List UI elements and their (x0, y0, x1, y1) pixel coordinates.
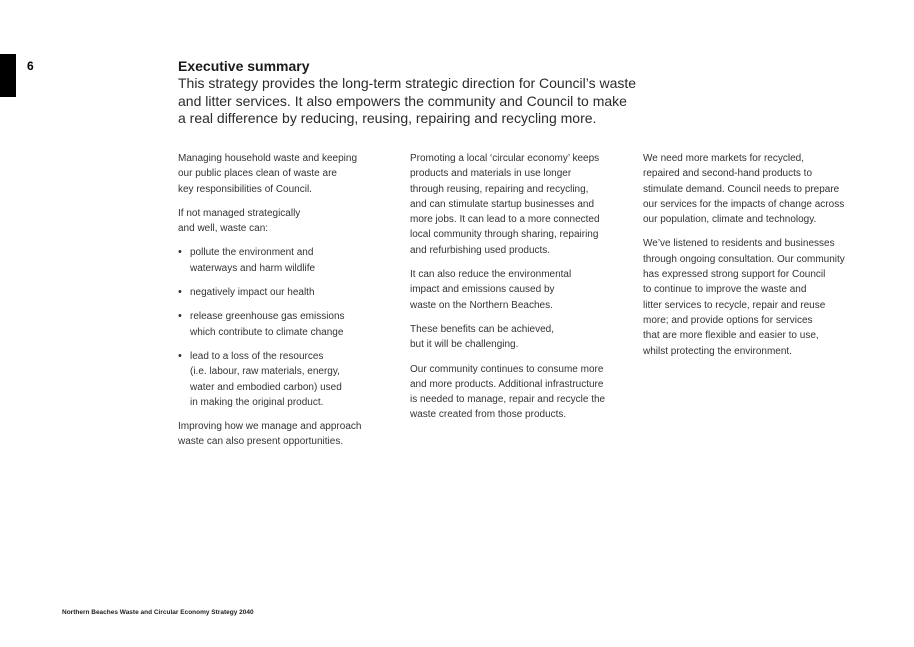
text-line: repaired and second-hand products to (643, 168, 813, 180)
paragraph (643, 236, 863, 358)
text-line: Managing household waste and keeping (178, 153, 358, 164)
text-line: • pollute the environment and (190, 247, 314, 259)
paragraph (410, 267, 625, 313)
column-3 (643, 151, 863, 368)
text-line: • lead to a loss of the resources (190, 350, 324, 362)
text-line: If not managed strategically (178, 207, 301, 219)
text-line: impact and emissions caused by (410, 284, 555, 296)
paragraph (410, 151, 625, 258)
text-line: our services for the impacts of change across (643, 198, 845, 210)
bullet-list (178, 245, 388, 410)
text-line: through ongoing consultation. Our community (643, 253, 845, 265)
text-line: has expressed strong support for Council (643, 269, 826, 281)
paragraph (178, 151, 388, 197)
bullet-item (178, 349, 388, 410)
text-line: and can stimulate startup businesses and (410, 198, 594, 210)
bullet-item (178, 309, 388, 340)
text-line: Promoting a local ‘circular economy’ keeps (410, 153, 600, 164)
text-line: and well, waste can: (178, 223, 269, 235)
page-number: 6 (27, 59, 34, 73)
lead-paragraph (178, 75, 638, 128)
text-line: Improving how we manage and approach (178, 421, 362, 433)
text-line: in making the original product. (190, 396, 324, 408)
text-line: • release greenhouse gas emissions (190, 311, 345, 323)
lead-line: and litter services. It also empowers the community and Council to make (178, 92, 627, 109)
text-line: through reusing, repairing and recycling, (410, 183, 589, 195)
text-line: and refurbishing used products. (410, 244, 551, 256)
text-line: that are more flexible and easier to use, (643, 330, 819, 342)
text-line: We need more markets for recycled, (643, 153, 804, 164)
text-line: our public places clean of waste are (178, 168, 337, 180)
paragraph (410, 322, 625, 353)
column-1 (178, 151, 388, 459)
text-line: which contribute to climate change (190, 326, 344, 338)
text-line: We’ve listened to residents and businesses (643, 238, 835, 250)
text-line: waste created from those products. (410, 409, 567, 421)
text-line: water and embodied carbon) used (190, 381, 342, 393)
text-line: more; and provide options for services (643, 314, 813, 326)
text-line: whilst protecting the environment. (643, 345, 792, 357)
text-line: and more products. Additional infrastructure (410, 378, 604, 390)
text-line: These benefits can be achieved, (410, 323, 554, 335)
text-line: waterways and harm wildlife (190, 262, 316, 274)
text-line: more jobs. It can lead to a more connected (410, 214, 600, 226)
text-line: but it will be challenging. (410, 339, 519, 351)
bullet-item (178, 285, 388, 300)
page-title: Executive summary (178, 58, 310, 74)
text-line: to continue to improve the waste and (643, 284, 807, 296)
text-line: stimulate demand. Council needs to prepare (643, 183, 840, 195)
text-line: It can also reduce the environmental (410, 269, 572, 281)
paragraph (410, 362, 625, 423)
text-line: waste can also present opportunities. (178, 436, 344, 448)
text-line: our population, climate and technology. (643, 214, 817, 226)
page-tab-marker (0, 54, 16, 97)
text-line: (i.e. labour, raw materials, energy, (190, 366, 340, 378)
text-line: key responsibilities of Council. (178, 183, 312, 195)
lead-line: This strategy provides the long-term strategic direction for Council’s waste (178, 75, 637, 91)
document-footer: Northern Beaches Waste and Circular Economy Strategy 2040 (62, 609, 254, 616)
text-line: products and materials in use longer (410, 168, 572, 180)
text-line: local community through sharing, repairing (410, 229, 599, 241)
text-line: waste on the Northern Beaches. (410, 299, 553, 311)
paragraph (643, 151, 863, 227)
paragraph (178, 419, 388, 450)
column-2 (410, 151, 625, 432)
text-line: litter services to recycle, repair and reuse (643, 299, 826, 311)
text-line: • negatively impact our health (190, 287, 315, 299)
paragraph (178, 206, 388, 237)
text-line: Our community continues to consume more (410, 363, 604, 375)
text-line: is needed to manage, repair and recycle the (410, 394, 606, 406)
lead-line: a real difference by reducing, reusing, repairing and recycling more. (178, 110, 597, 126)
bullet-item (178, 245, 388, 276)
